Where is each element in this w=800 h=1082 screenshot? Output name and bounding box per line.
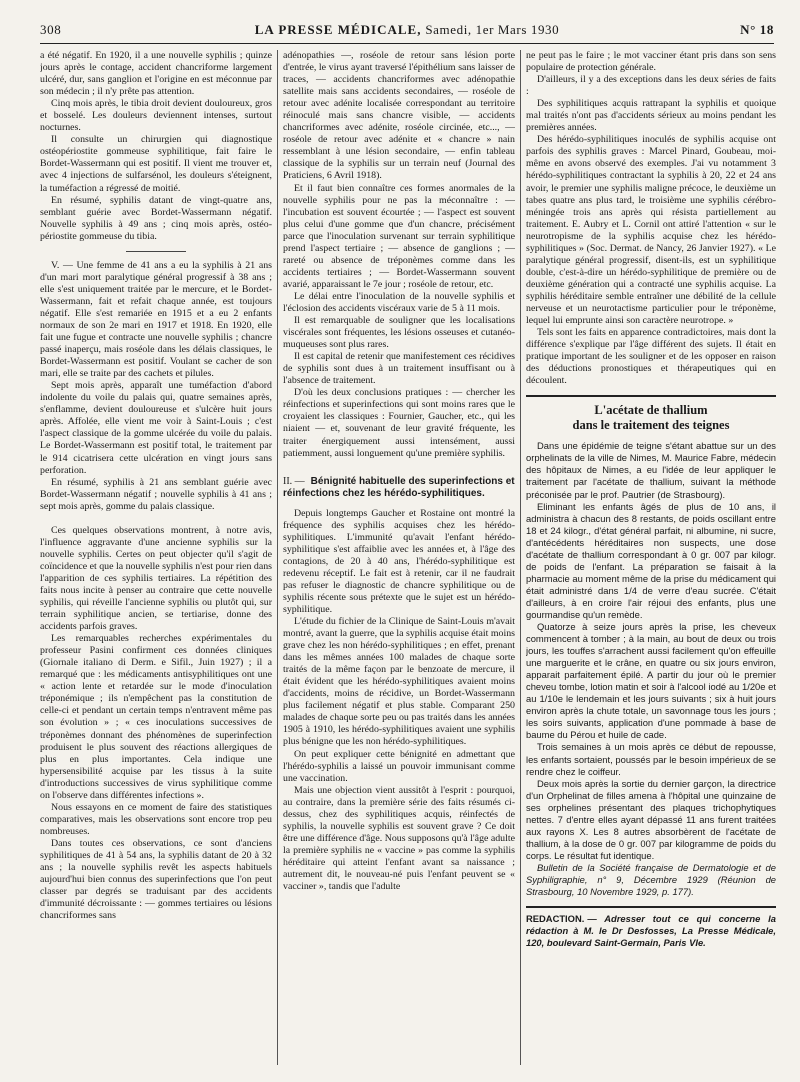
paragraph: Ces quelques observations montrent, à notre avis, l'influence aggravante d'une ancienne syphilis sur la nouvelle syphilis. Certes on peut objecter qu'il s'agit de coïncidence et que la nouvelle syphilis n'est pour rien dans l'apparition de ces syphilis tertiaires. La répétition des faits nous incite à penser au contraire que cette nouvelle syphilis, qui réveille l'ancienne syphilis ou plutôt qui, sur terrain syphilitique ancien, se tertiarise, donne des accidents parfois graves. (40, 524, 272, 633)
article-title-line: dans le traitement des teignes (572, 417, 730, 432)
paragraph: Des hérédo-syphilitiques inoculés de syphilis acquise ont parfois des syphilis graves : Marcel Pinard, Goubeau, moi-même en avons observé des exemples. J'ai vu notamment 3 hérédo-syphilitiques contractant la syphilis à 20, 22 et 24 ans avoir, le premier une syphilis maligne précoce, le deuxième un tabes quatre ans plus tard, le troisième une syphilis cérébro-méningée trois ans après qui résista partiellement au traitement. E. Aubry et L. Cornil ont attiré l'attention « sur le neurotropisme de la syphilis acquise chez les hérédo-syphilitiques » (Soc. Dermat. de Nancy, 26 Janvier 1927). « Le paralytique général progressif, disent-ils, est un syphilitique double, c'est-à-dire un hérédo-syphilitique de première ou de deuxième génération qui a contracté une syphilis acquise. La syphilis héréditaire semble entraîner une débilité de la cellule nerveuse et un neurotactisme particulier pour le tréponème, lequel lui emprunte ainsi son caractère neurotrope. » (526, 134, 776, 327)
paragraph: Deux mois après la sortie du dernier garçon, la directrice d'un Orphelinat de filles amena à l'hôpital une quinzaine de ses orphelines présentant des plaques trichophytiques nettes. 7 d'entre elles ayant dépassé 11 ans furent traitées aux rayons X. Les 8 autres absorbèrent de l'acétate de thallium, à la dose de 0 gr. 007 par kilogramme de poids du corps. Le résultat fut identique. (526, 777, 776, 861)
header-rule (40, 43, 774, 44)
paragraph: a été négatif. En 1920, il a une nouvelle syphilis ; quinze jours après le contage, accident chancriforme largement ulcéré, dur, sans ganglion et l'origine en est méconnue par son médecin ; il n'y prête pas attention. (40, 50, 272, 98)
redaction-text: — Adresser tout ce qui concerne la rédaction à M. le Dr Desfosses, La Presse Médicale, 120, boulevard Saint-Germain, Paris VIe. (526, 913, 776, 949)
section-title: Bénignité habituelle des superinfections et réinfections chez les hérédo-syphilitiques. (283, 475, 515, 499)
paragraph: V. — Une femme de 41 ans a eu la syphilis à 21 ans d'un mari mort paralytique général progressif à 38 ans ; elle s'est uniquement traitée par le mercure, et le Bordet-Wassermann, fait et refait chaque année, est toujours négatif. Elle s'est remariée en 1915 et a eu 2 enfants normaux de son 2e mari en 1917 et 1918. En 1920, elle fait une fugue et contracte une nouvelle syphilis ; chancre passé inaperçu, mais roséole dans les délais classiques, le Bordet-Wassermann est positif. Voulant se cacher de son mari, elle se traite par des cachets et pilules. (40, 259, 272, 380)
issue-date: Samedi, 1er Mars 1930 (425, 22, 560, 37)
article-thallium (526, 395, 776, 898)
column-divider (520, 50, 521, 1065)
section-heading (283, 476, 515, 500)
column-right (526, 50, 776, 1065)
paragraph: Sept mois après, apparaît une tuméfaction d'abord indolente du voile du palais qui, quatre semaines après, s'enflamme, devient douloureuse et s'ulcère huit jours après. Affolée, elle vient me voir à Saint-Louis ; c'est l'aspect classique de la gomme ulcérée du voile du palais. Le Bordet-Wassermann est positif total, le traitement par le 914 cicatrisera cette ulcération en vingt jours sans perforation. (40, 380, 272, 476)
journal-name: LA PRESSE MÉDICALE, (254, 22, 422, 37)
paragraph: Mais une objection vient aussitôt à l'esprit : pourquoi, au contraire, dans la première série des faits résumés ci-dessus, chez des syphilitiques acquis, réinfectés de syphilis, la nouvelle syphilis est souvent grave ? Ce doit être une différence d'âge. Nous supposons qu'à l'âge adulte la première syphilis ne « vaccine » pas comme la syphilis héréditaire qui atteint l'enfant avant sa naissance ; autrement dit, le nouveau-né puis l'enfant peuvent se « vacciner », tandis que l'adulte (283, 784, 515, 893)
paragraph: Dans une épidémie de teigne s'étant abattue sur un des orphelinats de la ville de Nimes, M. Maurice Fabre, médecin des hôpitaux de Nimes, a eu l'idée de leur appliquer le traitement par l'acétate de thallium, suivant la méthode préconisée par le prof. Pautrier (de Strasbourg). (526, 440, 776, 500)
article-body (526, 440, 776, 898)
article-title-line: L'acétate de thallium (594, 403, 708, 418)
page-header (40, 20, 774, 42)
column-divider (277, 50, 278, 1065)
article-title (526, 403, 776, 432)
paragraph: ne peut pas le faire ; le mot vacciner étant pris dans son sens populaire de protection générale. (526, 50, 776, 74)
page-number: 308 (40, 22, 62, 37)
paragraph: Le délai entre l'inoculation de la nouvelle syphilis et l'éclosion des accidents viscéraux varie de 5 à 11 mois. (283, 290, 515, 314)
paragraph: Il consulte un chirurgien qui diagnostique ostéopériostite gommeuse syphilitique, fait faire le Bordet-Wassermann qui est positif. Il vient me trouver et, avec 4 injections de sulfarsénol, les douleurs s'éteignent, la tuméfaction a régressé de moitié. (40, 134, 272, 194)
paragraph: Les remarquables recherches expérimentales du professeur Pasini confirment ces données cliniques (Giornale italiano di Derm. e Sifil., Juin 1927) ; il a remarqué que : les médicaments antisyphilitiques ont une « action lente et retardée sur le mode d'inoculation tréponémique ; ils n'empêchent pas la constitution de celle-ci et pendant un certain temps n'entravent même pas son évolution » ; « ces inoculations successives de tréponèmes donnant des phénomènes de superinfection produisent le plus souvent des réactions allergiques de plus en plus importantes. Cela indique une hypersensibilité acquise par les tissus à la suite d'introductions successives de virus syphilitique comme on l'observe dans différentes infections ». (40, 633, 272, 801)
paragraph: adénopathies —, roséole de retour sans lésion porte d'entrée, le virus ayant traversé l'épithélium sans laisser de traces, — accidents chancriformes avec adénopathie satellite mais sans accidents secondaires, — roséole de retour avec adénite localisée correspondant au territoire réinoculé mais sans chancre visible, — accidents chancriformes avec adénite, roséole circinée, etc..., — roséole de retour avec adénite et « chancre » nain ressemblant à une lésion secondaire, — enfin tableau classique de la syphilis sur un terrain neuf (Journal des Praticiens, 6 Avril 1918). (283, 50, 515, 182)
paragraph: Trois semaines à un mois après ce début de repousse, les enfants sortaient, poussés par le besoin impérieux de se rendre chez le coiffeur. (526, 741, 776, 777)
paragraph: On peut expliquer cette bénignité en admettant que l'hérédo-syphilis a laissé un pouvoir immunisant comme une vaccination. (283, 748, 515, 784)
redaction-notice (526, 906, 776, 949)
paragraph: Des syphilitiques acquis rattrapant la syphilis et quoique mal traités n'ont pas d'accidents sérieux au moins pendant les premières années. (526, 98, 776, 134)
paragraph: Eliminant les enfants âgés de plus de 10 ans, il administra à chacun des 8 restants, de poids oscillant entre 18 et 24 kilogr., d'état général parfait, ni albumine, ni sucre, d'antécédents héréditaires non suspects, une dose d'acétate de thallium correspondant à 0 gr. 007 par kilogr. de poids de l'enfant. La préparation se faisait à la pharmacie au moment même de la prise du médicament qui était administré dans 1/4 de verre d'eau sucrée. C'était d'ailleurs, à en croire l'air réjoui des enfants, plus une gourmandise qu'un remède. (526, 500, 776, 620)
paragraph: Il est capital de retenir que manifestement ces récidives de syphilis sont dues à un traitement insuffisant ou à l'absence de traitement. (283, 351, 515, 387)
paragraph: Il est remarquable de souligner que les localisations viscérales sont fréquentes, les lésions osseuses et cutanéo-muqueuses sont plus rares. (283, 315, 515, 351)
paragraph: Cinq mois après, le tibia droit devient douloureux, gros et bosselé. Les douleurs deviennent intenses, surtout nocturnes. (40, 98, 272, 134)
column-left (40, 50, 272, 1065)
paragraph: Dans toutes ces observations, ce sont d'anciens syphilitiques de 41 à 54 ans, la syphilis datant de 20 à 32 ans ; la nouvelle syphilis revêt les aspects habituels aujourd'hui bien connus des superinfections que l'on peut classer par degrés se traduisant par des accidents d'immunité décroissante : — gommes tertiaires ou lésions chancriformes sans (40, 837, 272, 922)
redaction-label: REDACTION. (526, 913, 585, 925)
paragraph: Depuis longtemps Gaucher et Rostaine ont montré la fréquence des syphilis acquises chez les hérédo-syphilitiques. L'immunité qu'avait l'enfant hérédo-syphilitique s'est affaiblie avec les années et, à l'âge des contagions, de 20 à 40 ans, l'hérédo-syphilitique est redevenu réceptif. Le fait est à retenir, car il ne faudrait pas refuser le diagnostic de chancre syphilitique ou de syphilis récente sous prétexte que le sujet est un hérédo-syphilitique. (283, 507, 515, 615)
spacer (283, 460, 515, 472)
section-number: II. — (283, 475, 305, 487)
paragraph: Nous essayons en ce moment de faire des statistiques comparatives, mais les observations sont encore trop peu nombreuses. (40, 801, 272, 837)
separator (126, 251, 186, 252)
paragraph: D'où les deux conclusions pratiques : — chercher les réinfections et superinfections qui sont moins rares que le croyaient les classiques : Fournier, Gaucher, etc., qui les niaient — et, souvenant de leur gravité fréquente, les traiter énergiquement aussi intensément, aussi patiemment, aussi longuement qu'une première syphilis. (283, 387, 515, 459)
paragraph: En résumé, syphilis datant de vingt-quatre ans, semblant guérie avec Bordet-Wassermann négatif. Nouvelle syphilis à 49 ans ; cinq mois après, ostéo-périostite gommeuse du tibia. (40, 194, 272, 242)
paragraph: L'étude du fichier de la Clinique de Saint-Louis m'avait montré, avant la guerre, que la syphilis acquise était moins grave chez les non hérédo-syphilitiques ; en effet, prenant dans les mêmes années 100 malades de chaque sorte traités de la même façon par le benzoate de mercure, il était évident que les hérédo-syphilitiques avaient moins d'accidents, moins de récidive, un Bordet-Wassermann plus facilement négatif et plus stable. Comparant 250 malades de chaque sorte peu ou pas traités dans les années 1905 à 1910, les hérédo-syphilitiques avaient une syphilis plus bénigne que les non hérédo-syphilitiques. (283, 616, 515, 748)
column-middle (283, 50, 515, 1065)
issue-number: N° 18 (740, 22, 774, 37)
paragraph: Tels sont les faits en apparence contradictoires, mais dont la différence s'explique par l'âge différent des sujets. Il était en pratique important de les souligner et de les opposer en raison des déductions pronostiques et thérapeutiques qui en découlent. (526, 327, 776, 387)
journal-title (40, 22, 774, 38)
article-citation: Bulletin de la Société française de Dermatologie et de Syphiligraphie, n° 9, Décembre 1929 (Réunion de Strasbourg, 10 Novembre 1929, p. 177). (526, 861, 776, 898)
paragraph: Et il faut bien connaître ces formes anormales de la nouvelle syphilis pour ne pas la méconnaître : — l'incubation est souvent écourtée ; — l'aspect est souvent plus celui d'une gomme que d'un chancre, précisément parce que l'inoculation survenant sur terrain syphilitique prend l'aspect tertiaire ; — absence de ganglions ; — rareté ou absence de tréponèmes comme dans les accidents tertiaires ; — Bordet-Wassermann souvent avarié, apparaissant le 7e jour ; roséole de retour, etc. (283, 182, 515, 290)
paragraph: En résumé, syphilis à 21 ans semblant guérie avec Bordet-Wassermann négatif ; nouvelle syphilis à 41 ans ; sept mois après, gomme du palais classique. (40, 476, 272, 512)
paragraph: Quatorze à seize jours après la prise, les cheveux commencent à tomber ; à la main, au bout de deux ou trois jours, les touffes s'arrachent aussi facilement qu'on effeuille une marguerite et le crâne, en quatre ou six jours environ, apparait parfaitement épilé. A partir du jour où le premier cheveu tombe, lotion matin et soir à l'alcool iodé au 1/20e et au 1/10e le lendemain et les jours suivants ; six à huit jours environ après la chute totale, un savonnage tous les jours ; les soirs suivants, application d'une pommade à base de baume du Pérou et huile de cade. (526, 621, 776, 741)
paragraph: D'ailleurs, il y a des exceptions dans les deux séries de faits : (526, 74, 776, 98)
spacer (40, 513, 272, 525)
